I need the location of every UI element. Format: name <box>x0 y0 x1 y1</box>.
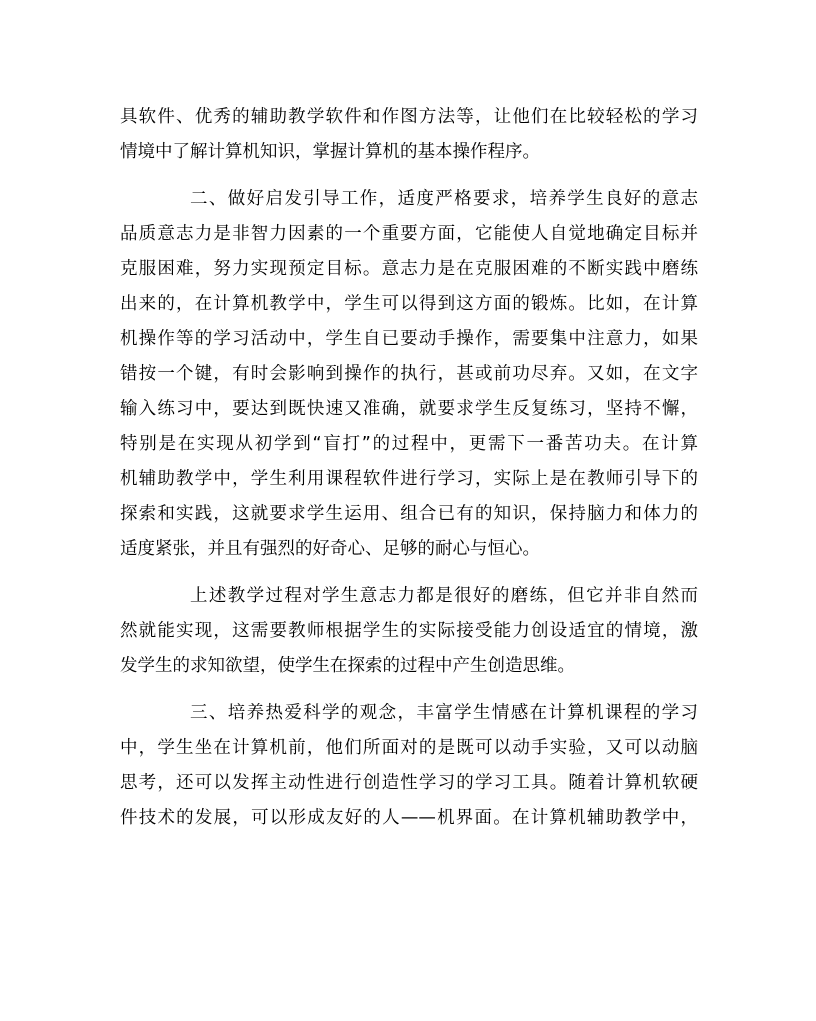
text-line: 适度紧张，并且有强烈的好奇心、足够的耐心与恒心。 <box>120 539 540 559</box>
text-line: 然就能实现，这需要教师根据学生的实际接受能力创设适宜的情境，激 <box>120 621 698 641</box>
text-line: 具软件、优秀的辅助教学软件和作图方法等，让他们在比较轻松的学习 <box>120 107 698 127</box>
paragraph <box>120 182 698 567</box>
text-line: 克服困难，努力实现预定目标。意志力是在克服困难的不断实践中磨练 <box>120 259 698 279</box>
text-line: 出来的，在计算机教学中，学生可以得到这方面的锻炼。比如，在计算 <box>120 294 698 314</box>
text-line: 情境中了解计算机知识，掌握计算机的基本操作程序。 <box>120 142 540 162</box>
text-line: 中，学生坐在计算机前，他们所面对的是既可以动手实验，又可以动脑 <box>120 738 698 758</box>
text-line: 输入练习中，要达到既快速又准确，就要求学生反复练习，坚持不懈， <box>120 399 698 419</box>
paragraph <box>120 579 698 684</box>
text-line: 特别是在实现从初学到“盲打”的过程中，更需下一番苦功夫。在计算 <box>120 434 698 454</box>
text-line: 三、培养热爱科学的观念，丰富学生情感在计算机课程的学习 <box>190 703 698 723</box>
text-line: 上述教学过程对学生意志力都是很好的磨练，但它并非自然而 <box>190 586 698 606</box>
text-line: 发学生的求知欲望，使学生在探索的过程中产生创造思维。 <box>120 656 575 676</box>
paragraph <box>120 100 698 170</box>
text-line: 机操作等的学习活动中，学生自已要动手操作，需要集中注意力，如果 <box>120 329 698 349</box>
text-line: 二、做好启发引导工作，适度严格要求，培养学生良好的意志 <box>190 189 698 209</box>
text-line: 思考，还可以发挥主动性进行创造性学习的学习工具。随着计算机软硬 <box>120 773 698 793</box>
paragraph <box>120 696 698 836</box>
text-line: 错按一个键，有时会影响到操作的执行，甚或前功尽弃。又如，在文字 <box>120 364 698 384</box>
text-line: 件技术的发展，可以形成友好的人——机界面。在计算机辅助教学中， <box>120 808 698 828</box>
document-body <box>120 100 698 836</box>
text-line: 探索和实践，这就要求学生运用、组合已有的知识，保持脑力和体力的 <box>120 504 698 524</box>
text-line: 机辅助教学中，学生利用课程软件进行学习，实际上是在教师引导下的 <box>120 469 698 489</box>
text-line: 品质意志力是非智力因素的一个重要方面，它能使人自觉地确定目标并 <box>120 224 698 244</box>
